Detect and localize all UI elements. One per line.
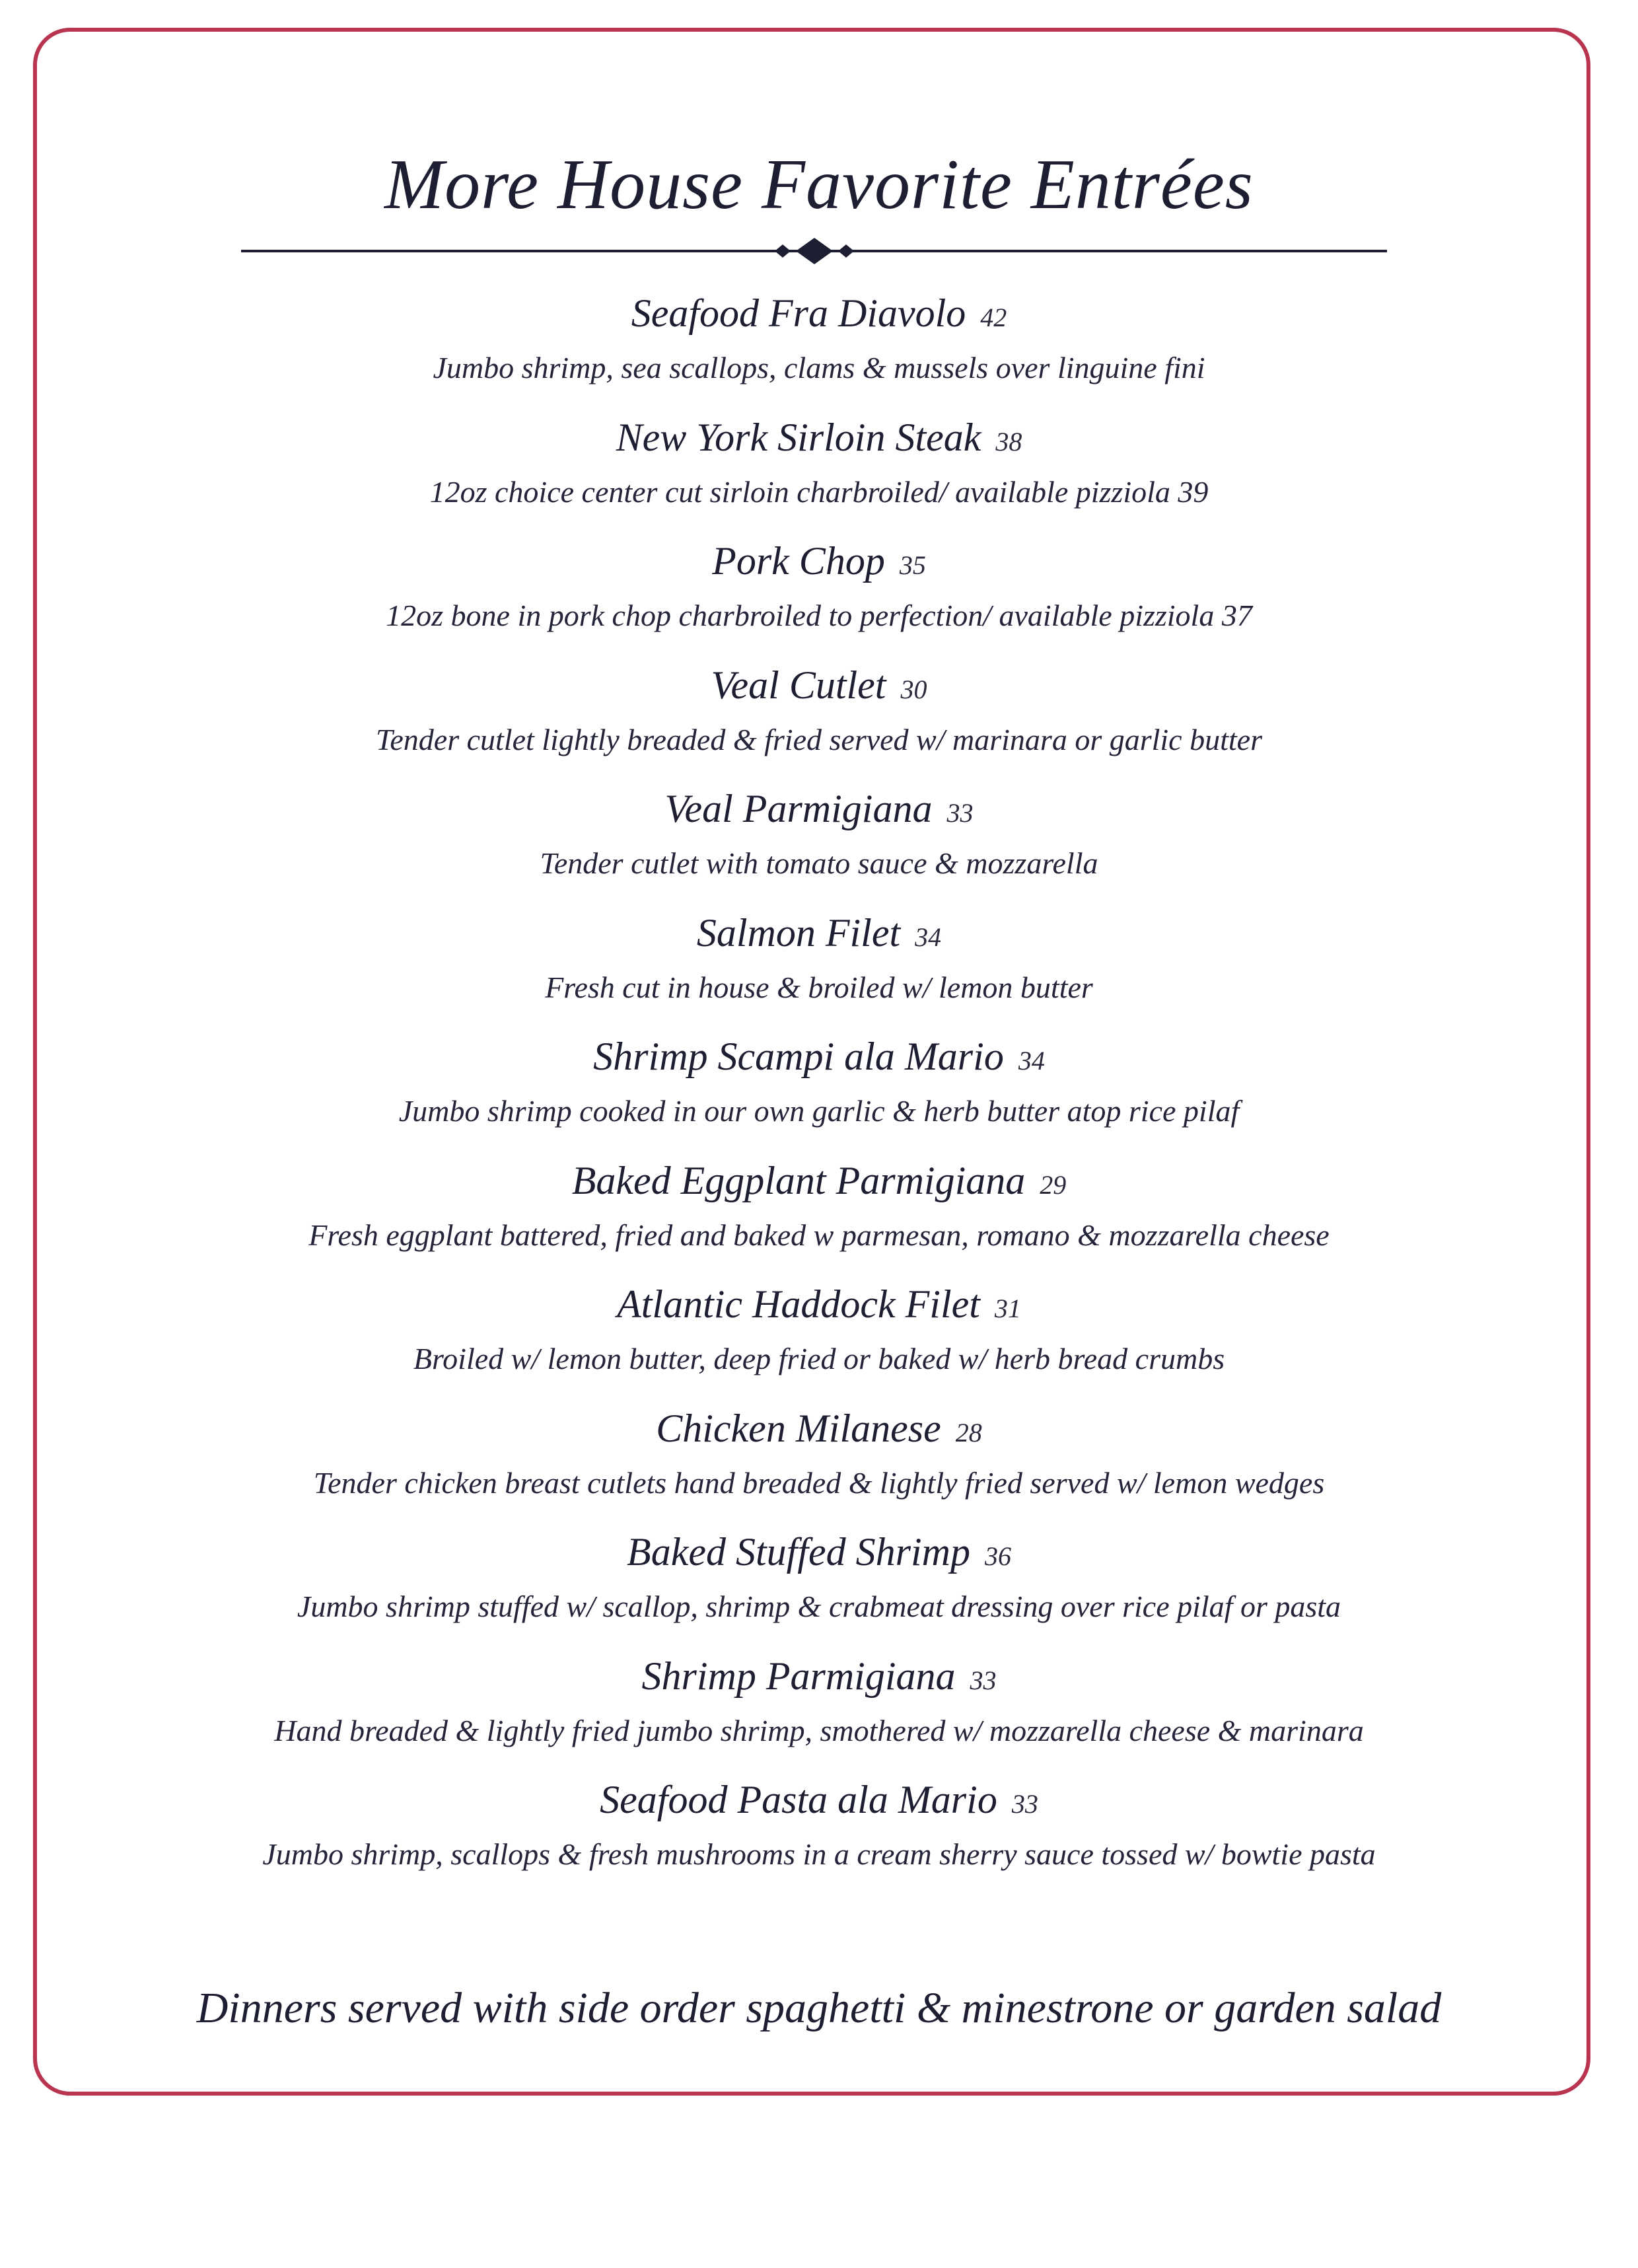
menu-item-heading (0, 657, 1638, 717)
menu-item-description: 12oz bone in pork chop charbroiled to perfection/ available pizziola 37 (386, 599, 1252, 632)
menu-item-description: Jumbo shrimp, scallops & fresh mushrooms in a cream sherry sauce tossed w/ bowtie pasta (262, 1837, 1376, 1871)
menu-item-description: 12oz choice center cut sirloin charbroiled/ available pizziola 39 (429, 474, 1209, 509)
menu-item-heading (0, 905, 1638, 965)
menu-item-name: Atlantic Haddock Filet (617, 1282, 980, 1326)
menu-item (0, 410, 1638, 534)
menu-item-description: Jumbo shrimp cooked in our own garlic & herb butter atop rice pilaf (398, 1094, 1240, 1128)
menu-item-description: Tender chicken breast cutlets hand breaded & lightly fried served w/ lemon wedges (313, 1465, 1325, 1500)
menu-item-price: 34 (915, 922, 942, 952)
menu-item-price: 33 (970, 1665, 997, 1695)
menu-item-heading (0, 1276, 1638, 1336)
menu-item-name: Veal Cutlet (711, 663, 886, 707)
menu-item-price: 34 (1018, 1046, 1045, 1076)
menu-item-name: Shrimp Parmigiana (641, 1654, 956, 1698)
menu-item-description: Fresh cut in house & broiled w/ lemon butter (545, 970, 1093, 1004)
menu-item-heading (0, 1153, 1638, 1213)
menu-item-description: Fresh eggplant battered, fried and baked w parmesan, romano & mozzarella cheese (308, 1218, 1330, 1252)
menu-item-price: 33 (946, 798, 974, 828)
menu-item-description: Tender cutlet with tomato sauce & mozzarella (540, 846, 1098, 880)
menu-item-name: Chicken Milanese (656, 1406, 941, 1450)
menu-item-price: 29 (1040, 1169, 1067, 1200)
menu-item-price: 28 (955, 1417, 982, 1447)
menu-item (0, 1524, 1638, 1648)
menu-item (0, 781, 1638, 905)
menu-item-name: Seafood Fra Diavolo (631, 291, 966, 335)
menu-item-name: Baked Eggplant Parmigiana (571, 1158, 1026, 1202)
menu-item-name: Baked Stuffed Shrimp (627, 1530, 970, 1574)
menu-title: More House Favorite Entrées (384, 145, 1254, 224)
menu-item (0, 1401, 1638, 1525)
menu-item-heading (0, 1029, 1638, 1089)
menu-item-price: 38 (995, 426, 1022, 457)
menu-item (0, 1153, 1638, 1277)
menu-item-heading (0, 533, 1638, 593)
menu-item (0, 1648, 1638, 1773)
menu-item (0, 1772, 1638, 1896)
menu-item-heading (0, 781, 1638, 841)
menu-item-heading (0, 1401, 1638, 1461)
menu-item (0, 1276, 1638, 1401)
menu-item (0, 657, 1638, 782)
menu-item-description: Broiled w/ lemon butter, deep fried or baked w/ herb bread crumbs (413, 1342, 1225, 1375)
menu-item-name: Pork Chop (712, 539, 885, 583)
menu-item-description: Hand breaded & lightly fried jumbo shrimp, smothered w/ mozzarella cheese & marinara (274, 1713, 1364, 1747)
menu-item-heading (0, 410, 1638, 470)
menu-item-name: Shrimp Scampi ala Mario (593, 1035, 1004, 1078)
menu-item-price: 31 (994, 1294, 1021, 1323)
menu-item (0, 285, 1638, 410)
entree-list (0, 285, 1638, 1896)
menu-footer-note: Dinners served with side order spaghetti & minestrone or garden salad (196, 1984, 1442, 2032)
menu-item-price: 36 (984, 1541, 1011, 1571)
title-divider-ornament (241, 238, 1387, 264)
menu-item-price: 33 (1011, 1789, 1038, 1819)
menu-item (0, 1029, 1638, 1153)
menu-item-description: Jumbo shrimp, sea scallops, clams & mussels over linguine fini (433, 351, 1205, 384)
menu-item-name: New York Sirloin Steak (616, 415, 981, 459)
menu-item-name: Seafood Pasta ala Mario (600, 1778, 997, 1821)
menu-item-heading (0, 1524, 1638, 1584)
menu-item-price: 30 (900, 674, 927, 704)
menu-item-price: 42 (980, 303, 1007, 332)
menu-item-description: Tender cutlet lightly breaded & fried served w/ marinara or garlic butter (376, 722, 1262, 756)
menu-item (0, 905, 1638, 1029)
menu-item (0, 533, 1638, 657)
menu-item-heading (0, 1772, 1638, 1832)
menu-item-description: Jumbo shrimp stuffed w/ scallop, shrimp & crabmeat dressing over rice pilaf or pasta (297, 1590, 1341, 1623)
menu-item-name: Salmon Filet (696, 910, 901, 955)
menu-item-name: Veal Parmigiana (664, 787, 933, 830)
menu-item-heading (0, 285, 1638, 346)
menu-item-heading (0, 1648, 1638, 1708)
menu-item-price: 35 (899, 550, 926, 580)
